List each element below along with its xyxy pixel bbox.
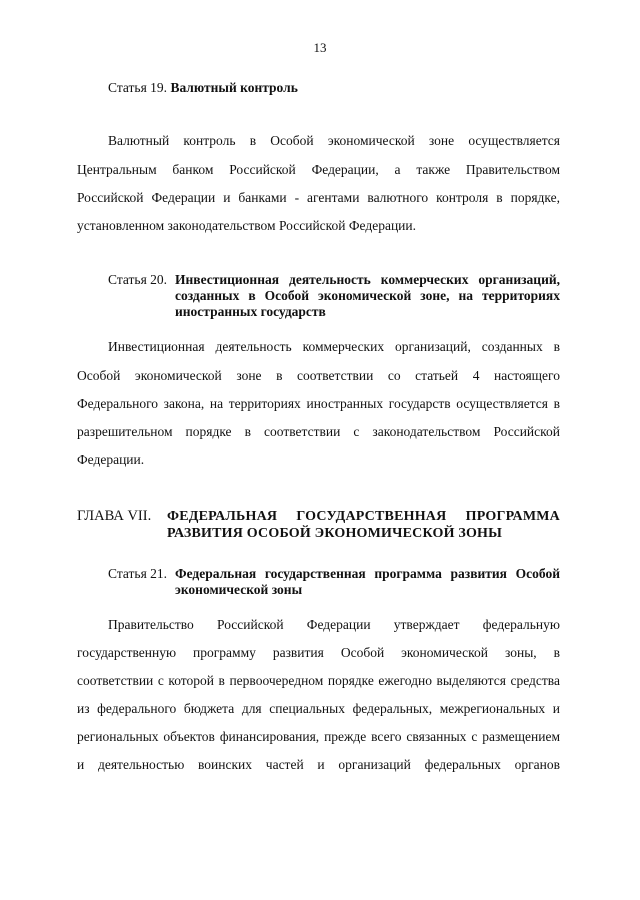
article-20-title-line-2: созданных в Особой экономической зоне, на территориях bbox=[175, 288, 560, 303]
article-20-title-line-3: иностранных государств bbox=[175, 304, 326, 319]
article-20-line-5: Федерации. bbox=[77, 452, 145, 467]
article-20-title-line-1: Инвестиционная деятельность коммерческих организаций, bbox=[175, 272, 560, 287]
article-21-line-3: соответствии с которой в первоочередном порядке ежегодно выделяются средства bbox=[77, 673, 560, 688]
article-20-label: Статья 20. bbox=[108, 272, 168, 287]
article-20-line-1: Инвестиционная деятельность коммерческих организаций, созданных в bbox=[108, 339, 560, 354]
chapter-7-title-line-2: РАЗВИТИЯ ОСОБОЙ ЭКОНОМИЧЕСКОЙ ЗОНЫ bbox=[167, 526, 503, 541]
article-20-line-3: Федерального закона, на территориях иностранных государств осуществляется в bbox=[77, 396, 560, 411]
chapter-7-title-line-1: ФЕДЕРАЛЬНАЯ ГОСУДАРСТВЕННАЯ ПРОГРАММА bbox=[167, 509, 560, 524]
page-number: 13 bbox=[313, 40, 327, 55]
article-20-line-2: Особой экономической зоне в соответствии со статьей 4 настоящего bbox=[77, 368, 560, 383]
article-19-line-1: Валютный контроль в Особой экономической зоне осуществляется bbox=[108, 133, 560, 148]
article-19-line-4: установленном законодательством Российской Федерации. bbox=[77, 218, 417, 233]
article-21-line-4: из федерального бюджета для специальных федеральных, межрегиональных и bbox=[77, 701, 560, 716]
article-21-line-6: и деятельностью воинских частей и организаций федеральных органов bbox=[77, 757, 560, 772]
article-19-line-3: Российской Федерации и банками - агентами валютного контроля в порядке, bbox=[77, 190, 560, 205]
article-21-title-line-2: экономической зоны bbox=[175, 582, 303, 597]
article-21-title bbox=[175, 566, 560, 598]
chapter-7-title bbox=[167, 508, 560, 542]
chapter-7-label: ГЛАВА VII. bbox=[77, 508, 152, 524]
article-19-title: Валютный контроль bbox=[170, 80, 298, 95]
article-21-line-1: Правительство Российской Федерации утверждает федеральную bbox=[108, 617, 560, 632]
article-21-label: Статья 21. bbox=[108, 566, 168, 581]
article-20-title bbox=[175, 272, 560, 320]
article-21-line-2: государственную программу развития Особой экономической зоны, в bbox=[77, 645, 560, 660]
article-19-label: Статья 19. bbox=[108, 80, 168, 95]
article-21-line-5: региональных объектов финансирования, прежде всего связанных с размещением bbox=[77, 729, 560, 744]
article-19-heading bbox=[108, 80, 298, 96]
article-19-line-2: Центральным банком Российской Федерации, а также Правительством bbox=[77, 162, 560, 177]
article-20-line-4: разрешительном порядке в соответствии с законодательством Российской bbox=[77, 424, 560, 439]
article-21-title-line-1: Федеральная государственная программа развития Особой bbox=[175, 566, 560, 581]
